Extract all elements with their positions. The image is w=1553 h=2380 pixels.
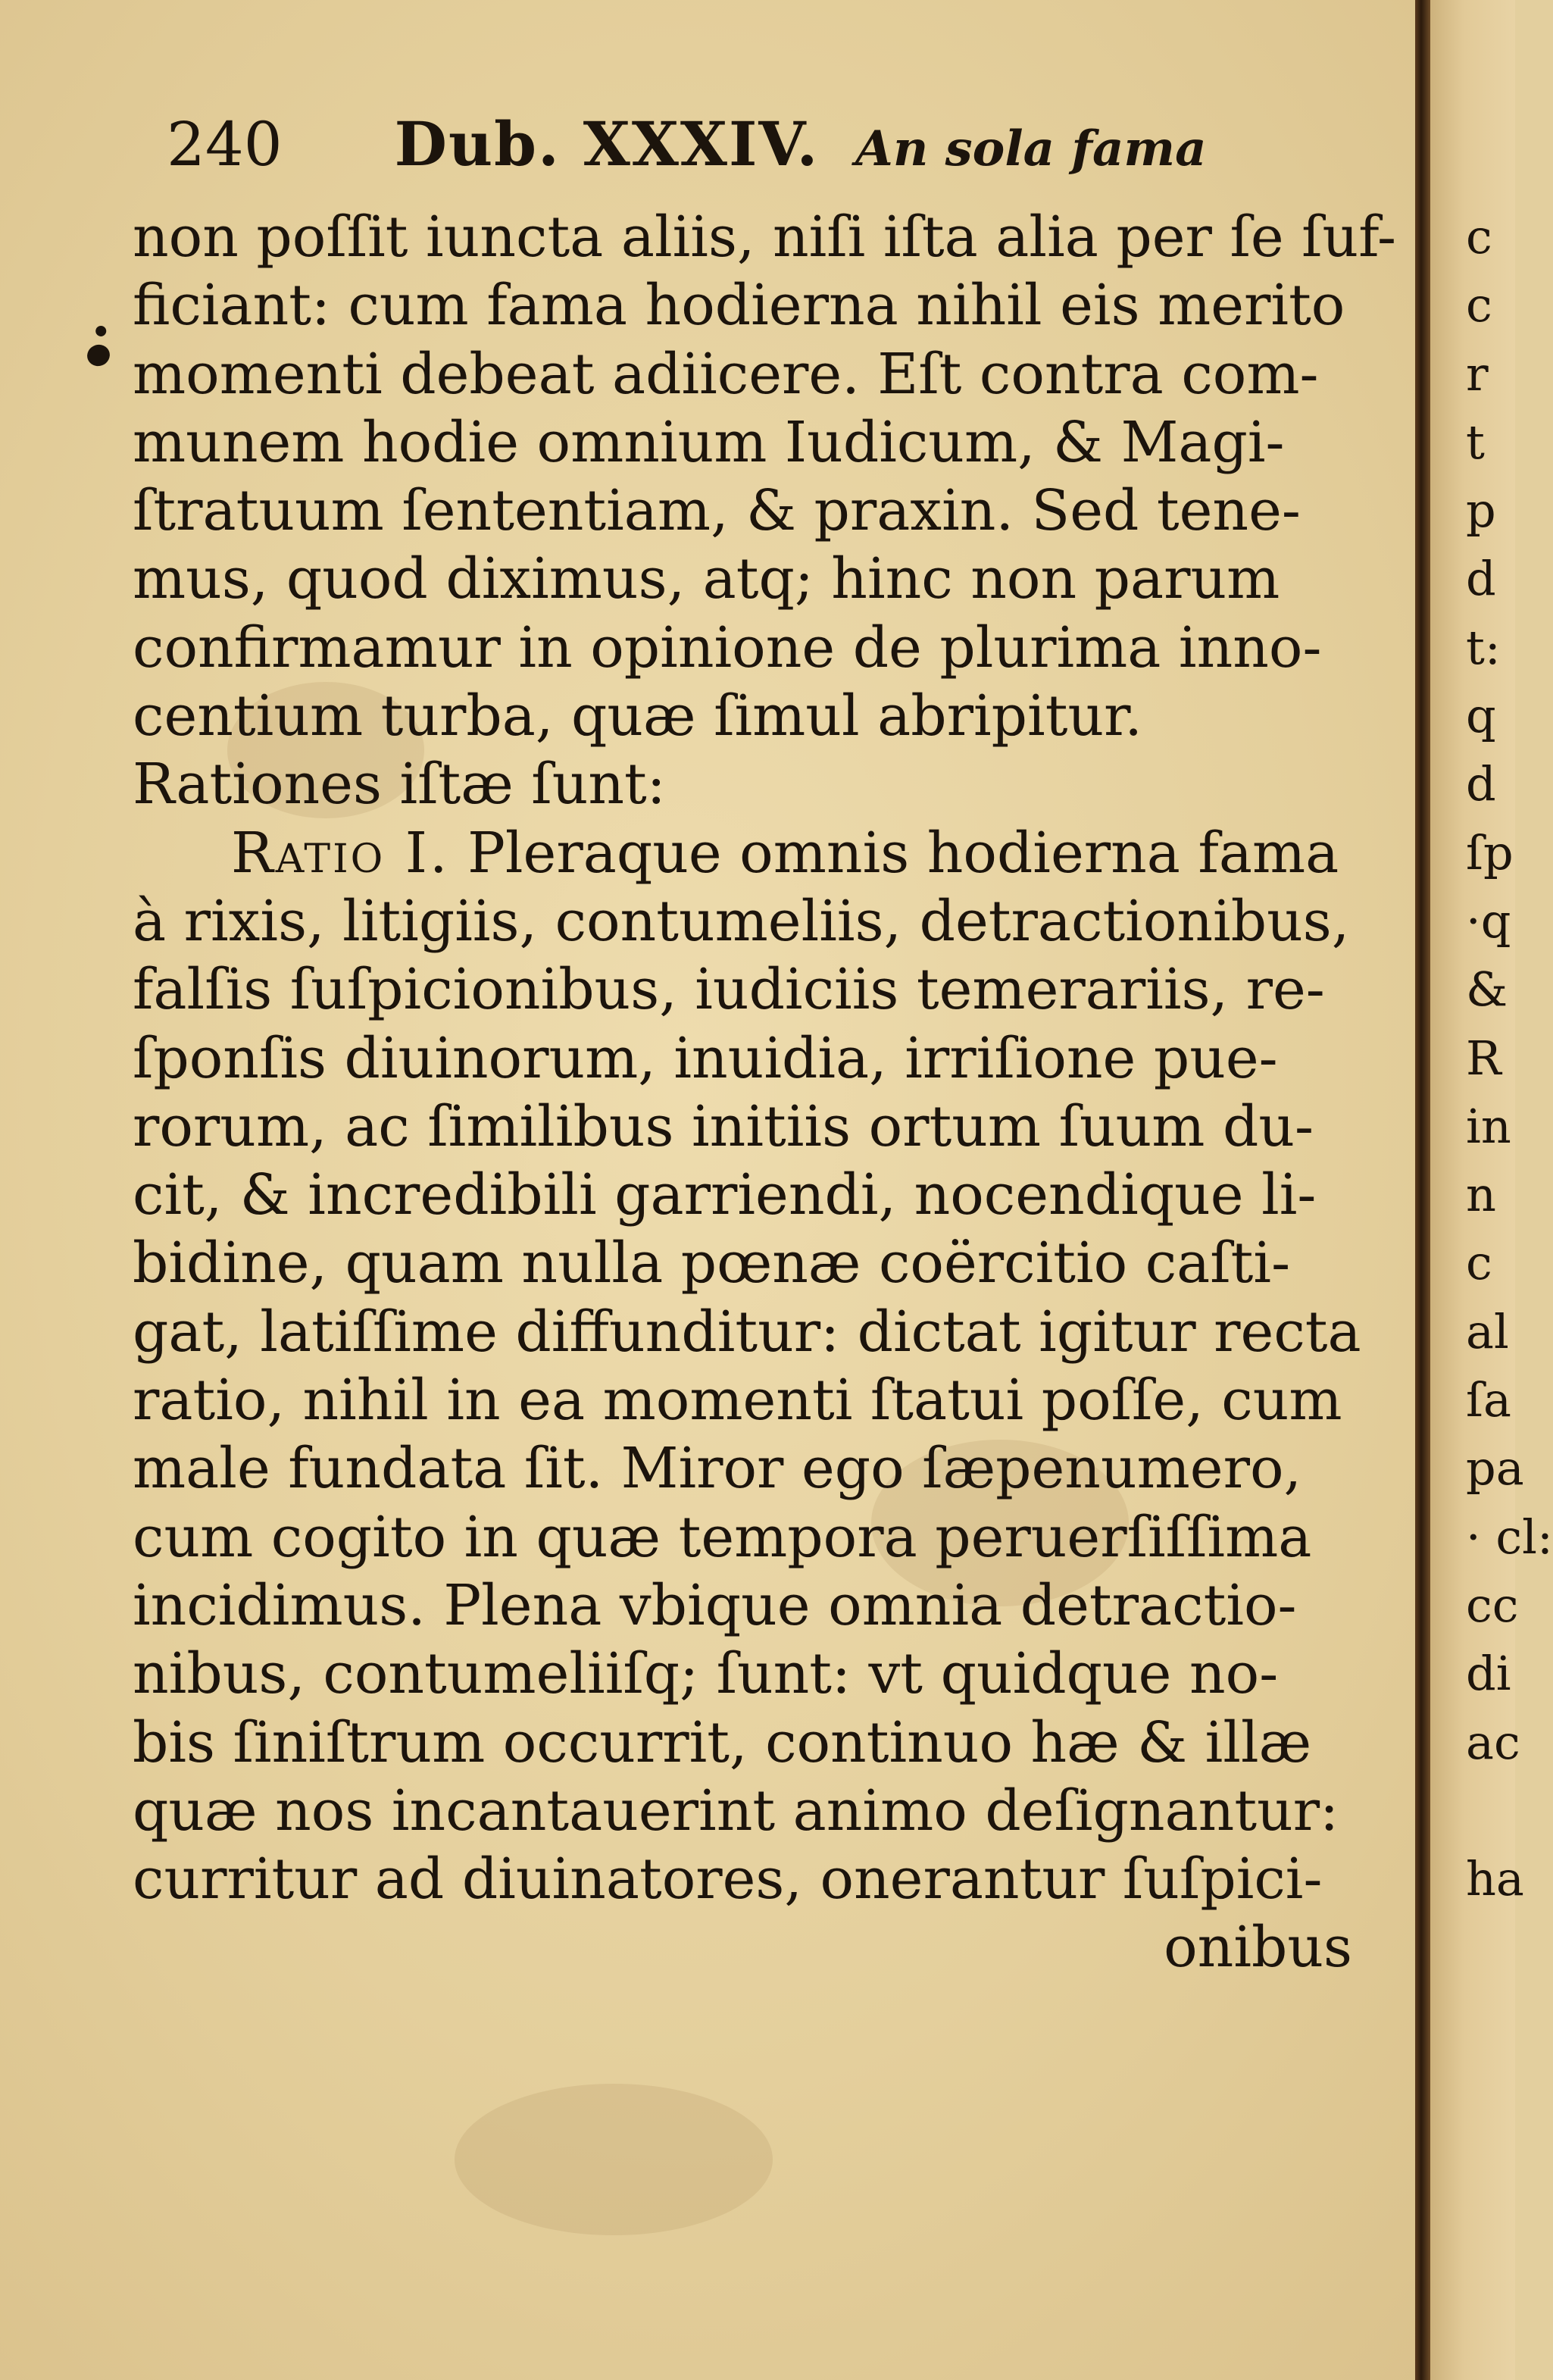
fragment-line: ſp: [1466, 824, 1514, 880]
text-line: cit, & incredibili garriendi, nocendique li-: [133, 1162, 1317, 1228]
running-head: [167, 106, 1303, 182]
fragment-line: t:: [1466, 619, 1501, 675]
text-line: male fundata ſit. Miror ego ſæpenumero,: [133, 1436, 1302, 1502]
ratio-first-line-text: Pleraque omnis hodierna fama: [467, 820, 1339, 886]
right-page-fragments: [1466, 203, 1553, 1913]
printer-mark-icon: [84, 342, 113, 370]
text-line: ſponſis diuinorum, inuidia, irriſione pue-: [133, 1025, 1278, 1091]
text-line: curritur ad diuinatores, onerantur ſuſpici-: [133, 1847, 1323, 1912]
chapter-subtitle: An sola fama: [855, 120, 1207, 177]
main-text-block: [133, 203, 1396, 1982]
fragment-line: ſa: [1466, 1372, 1511, 1428]
fragment-line: n: [1466, 1167, 1496, 1223]
fragment-line: ha: [1466, 1851, 1524, 1907]
fragment-line: ac: [1466, 1714, 1520, 1770]
text-line: centium turba, quæ ſimul abripitur.: [133, 683, 1142, 749]
text-line: bidine, quam nulla pœnæ coërcitio caſti-: [133, 1231, 1291, 1296]
fragment-line: &: [1466, 962, 1508, 1018]
fragment-line: di: [1466, 1646, 1511, 1702]
catchword: onibus: [1164, 1915, 1352, 1981]
ratio-first-line: [133, 819, 1390, 887]
text-line: ſtratuum ſententiam, & praxin. Sed tene-: [133, 478, 1301, 544]
text-line: ratio, nihil in ea momenti ſtatui poſſe, cum: [133, 1368, 1342, 1434]
fragment-line: d: [1466, 551, 1496, 607]
chapter-title: Dub. XXXIV.: [394, 108, 820, 180]
fragment-line: pa: [1466, 1440, 1524, 1496]
text-line: gat, latiſſime diffunditur: dictat igitur recta: [133, 1299, 1361, 1365]
text-line: Rationes iſtæ ſunt:: [133, 752, 666, 818]
text-line: nibus, contumeliiſq; ſunt: vt quidque no-: [133, 1641, 1279, 1707]
text-line: quæ nos incantauerint animo deſignantur:: [133, 1778, 1339, 1844]
fragment-line: in: [1466, 1098, 1511, 1154]
text-line: momenti debeat adiicere. Eſt contra com-: [133, 341, 1319, 407]
ratio-heading: Ratio I.: [231, 820, 450, 886]
fragment-line: t: [1466, 414, 1485, 470]
fragment-line: ·q: [1466, 893, 1511, 949]
text-line: rorum, ac ſimilibus initiis ortum ſuum du-: [133, 1093, 1314, 1159]
fragment-line: [1466, 1777, 1553, 1845]
fragment-line: R: [1466, 1030, 1501, 1086]
text-line: à rixis, litigiis, contumeliis, detractionibus,: [133, 888, 1350, 954]
text-line: ficiant: cum fama hodierna nihil eis merito: [133, 273, 1345, 339]
fragment-line: cc: [1466, 1577, 1519, 1633]
fragment-line: r: [1466, 346, 1489, 402]
fragment-line: c: [1466, 209, 1492, 264]
paper-stain: [455, 2084, 773, 2235]
text-line: munem hodie omnium Iudicum, & Magi-: [133, 409, 1285, 475]
text-line: mus, quod diximus, atq; hinc non parum: [133, 546, 1280, 612]
text-line: non poſſit iuncta aliis, niſi iſta alia per ſe ſuf-: [133, 205, 1396, 270]
fragment-line: c: [1466, 1235, 1492, 1291]
page-number: 240: [167, 109, 283, 180]
fragment-line: d: [1466, 756, 1496, 812]
book-gutter: [1415, 0, 1430, 2380]
text-line: falſis ſuſpicionibus, iudiciis temerariis, re-: [133, 957, 1325, 1023]
fragment-line: p: [1466, 483, 1496, 539]
text-line: confirmamur in opinione de plurima inno-: [133, 615, 1322, 680]
fragment-line: al: [1466, 1303, 1509, 1359]
text-line: cum cogito in quæ tempora peruerſiſſima: [133, 1504, 1312, 1570]
fragment-line: · cl:: [1466, 1509, 1553, 1565]
fragment-line: c: [1466, 277, 1492, 333]
text-line: incidimus. Plena vbique omnia detractio-: [133, 1572, 1297, 1638]
text-line: bis ſiniſtrum occurrit, continuo hæ & illæ: [133, 1709, 1312, 1775]
fragment-line: q: [1466, 688, 1496, 744]
